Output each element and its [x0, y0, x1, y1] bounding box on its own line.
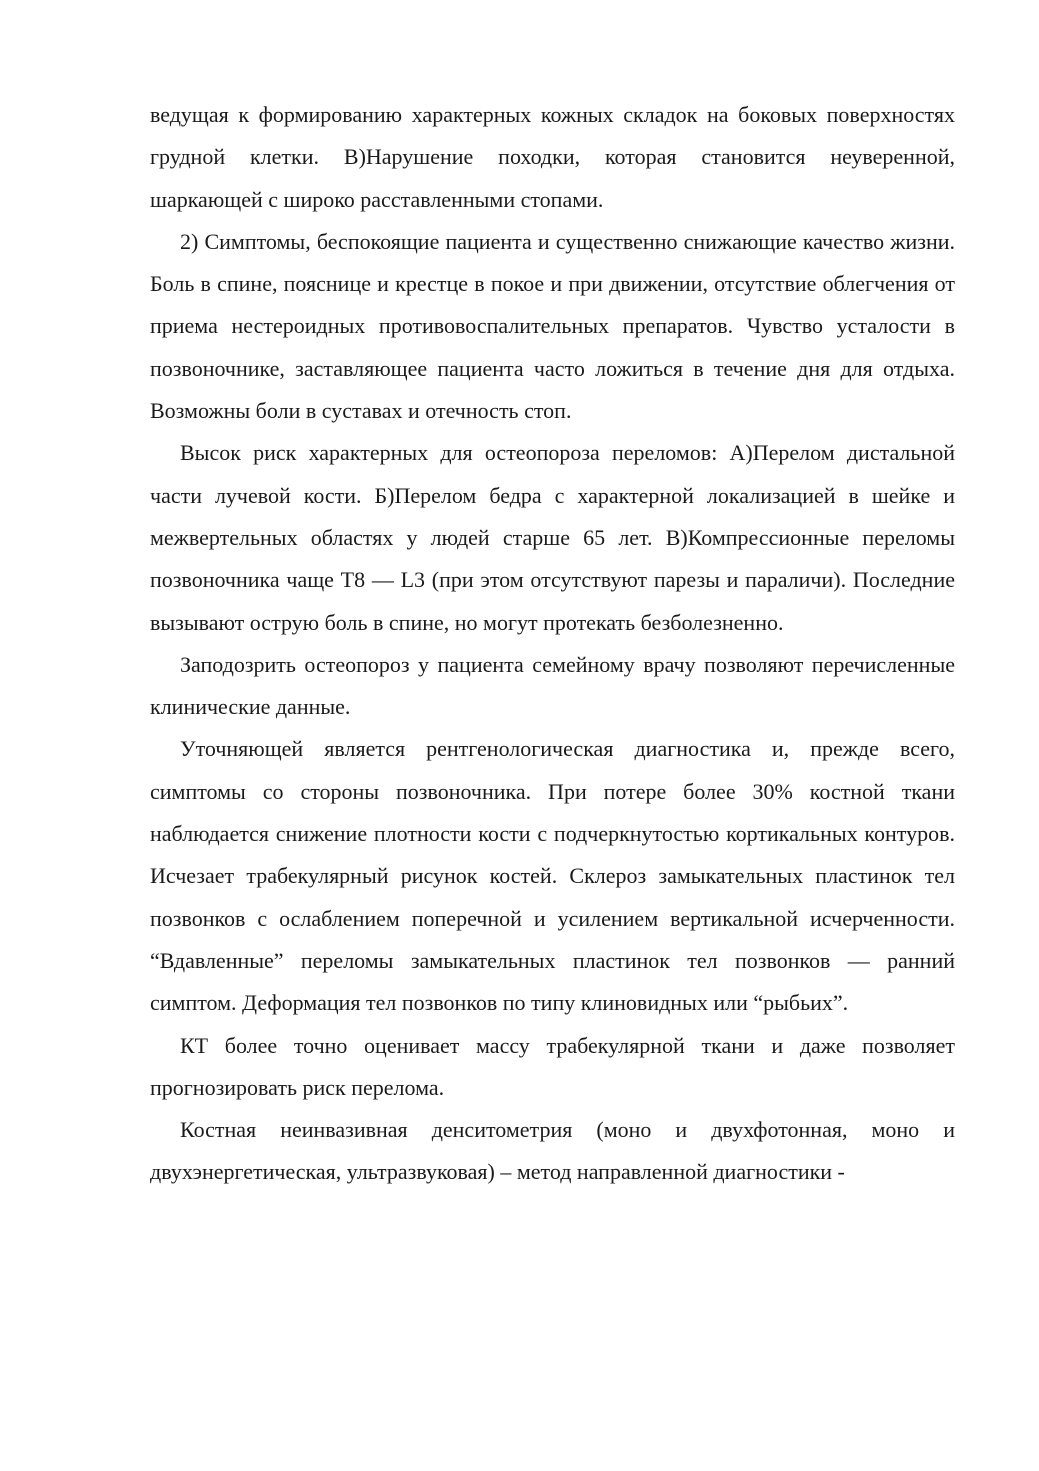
paragraph-densitometry: Костная неинвазивная денситометрия (моно и двухфотонная, моно и двухэнергетическая, ультразвуковая) – метод направленной диагностики -	[150, 1117, 955, 1185]
paragraph-suspicion: Заподозрить остеопороз у пациента семейному врачу позволяют перечисленные клинические данные.	[150, 651, 955, 720]
paragraph-ct: КТ более точно оценивает массу трабекулярной ткани и даже позволяет прогнозировать риск перелома.	[150, 1032, 955, 1100]
paragraph-xray-diagnostics: Уточняющей является рентгенологическая диагностика и, прежде всего, симптомы со стороны позвоночника. При потере более 30% костной ткани наблюдается снижение плотности кости с подчеркнутостью кортикальных контуров. Исчезает трабекулярный рисунок костей. Склероз замыкательных пластинок тел позвонков с ослаблением поперечной и усилением вертикальной исчерченности. “Вдавленные” переломы замыкательных пластинок тел позвонков — ранний симптом. Деформация тел позвонков по типу клиновидных или “рыбьих”.	[150, 736, 955, 1016]
document-body	[150, 94, 955, 1194]
paragraph-continuation: ведущая к формированию характерных кожных складок на боковых поверхностях грудной клетки. В)Нарушение походки, которая становится неуверенной, шаркающей с широко расставленными стопами.	[150, 102, 955, 212]
paragraph-fracture-risk: Высок риск характерных для остеопороза переломов: А)Перелом дистальной части лучевой кости. Б)Перелом бедра с характерной локализацией в шейке и межвертельных областях у людей старше 65 лет. В)Компрессионные переломы позвоночника чаще Т8 — L3 (при этом отсутствуют парезы и параличи). Последние вызывают острую боль в спине, но могут протекать безболезненно.	[150, 440, 955, 635]
paragraph-symptoms: 2) Симптомы, беспокоящие пациента и существенно снижающие качество жизни. Боль в спине, пояснице и крестце в покое и при движении, отсутствие облегчения от приема нестероидных противовоспалительных препаратов. Чувство усталости в позвоночнике, заставляющее пациента часто ложиться в течение дня для отдыха. Возможны боли в суставах и отечность стоп.	[150, 228, 955, 424]
